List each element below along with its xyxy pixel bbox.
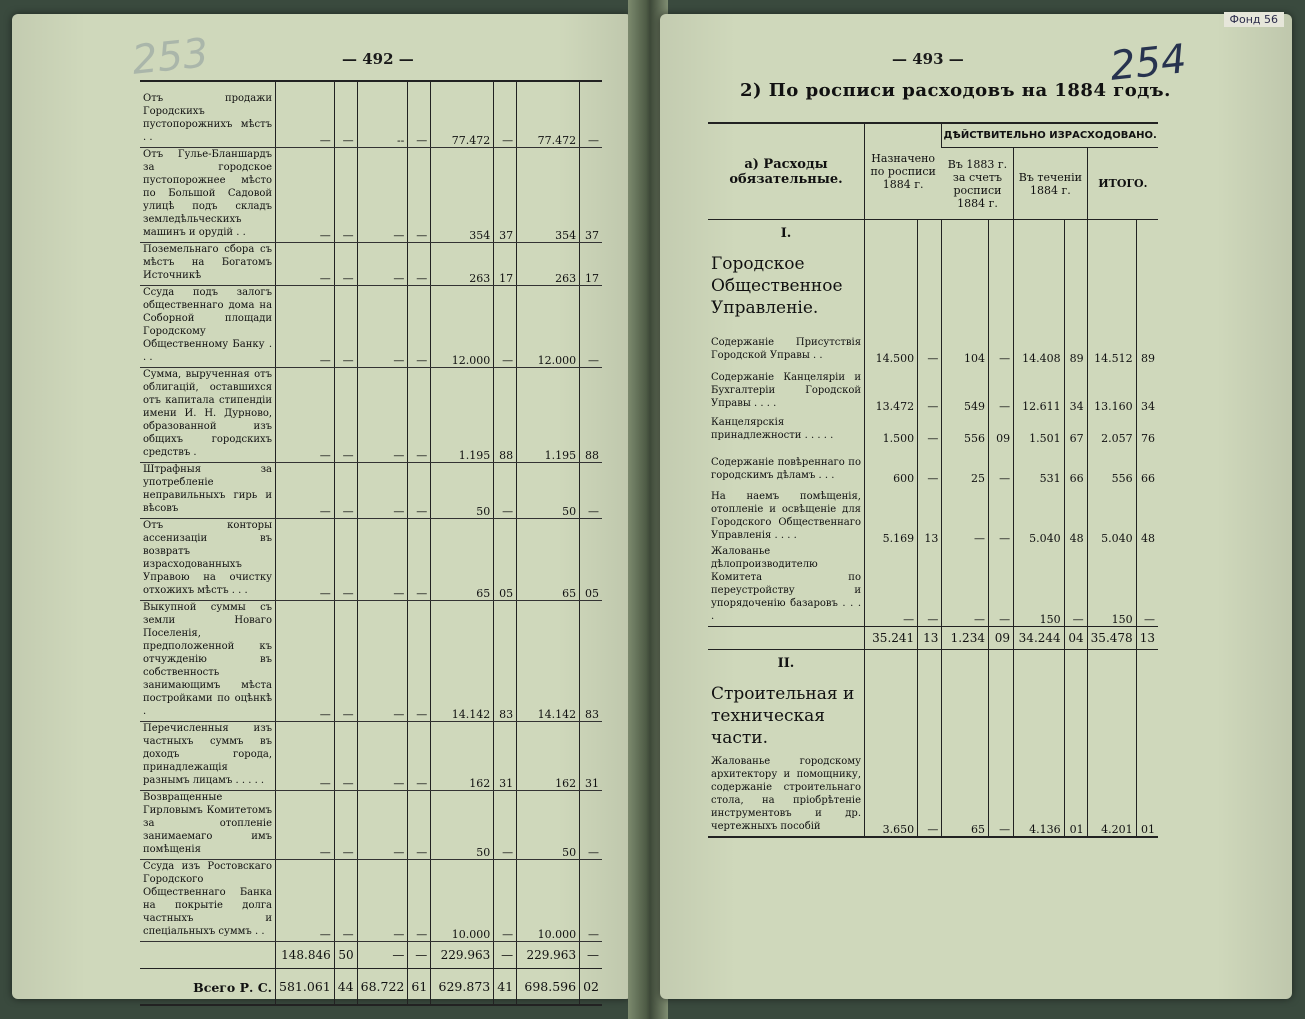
empty-cell bbox=[1136, 677, 1158, 755]
cell-kopecks: — bbox=[988, 325, 1013, 365]
section-title: Строительная и техническая части. bbox=[711, 684, 855, 748]
cell-value: 50 bbox=[517, 790, 580, 859]
cell-kopecks: 89 bbox=[1136, 325, 1158, 365]
cell-value: — bbox=[276, 81, 335, 147]
empty-cell bbox=[1136, 247, 1158, 325]
cell-value: — bbox=[276, 462, 335, 518]
header-assigned: Назначено по росписи 1884 г. bbox=[865, 123, 942, 220]
cell-value: 581.061 bbox=[276, 968, 335, 1005]
table-row bbox=[708, 445, 1158, 485]
left-handwritten-number: 253 bbox=[129, 30, 211, 84]
cell-value: — bbox=[357, 285, 408, 367]
cell-value: 263 bbox=[431, 242, 494, 285]
cell-kopecks: 61 bbox=[408, 968, 431, 1005]
cell-value: 162 bbox=[517, 721, 580, 790]
subtotal-cell: 35.241 bbox=[865, 627, 918, 650]
cell-kopecks: 83 bbox=[494, 600, 517, 721]
subtotal-row bbox=[708, 627, 1158, 650]
cell-kopecks: 01 bbox=[1064, 755, 1087, 837]
row-description: Жалованье дѣлопроизводителю Комитета по переустройству и упорядоченію базаровъ . . . . bbox=[711, 546, 861, 622]
cell-total: 13.160 bbox=[1087, 365, 1136, 413]
table-row bbox=[140, 600, 602, 721]
empty-cell bbox=[1064, 247, 1087, 325]
cell-value: 14.142 bbox=[431, 600, 494, 721]
cell-during: 4.136 bbox=[1014, 755, 1065, 837]
cell-kopecks: 34 bbox=[1064, 365, 1087, 413]
cell-kopecks: 17 bbox=[494, 242, 517, 285]
cell-kopecks: 09 bbox=[988, 413, 1013, 445]
cell-during: 12.611 bbox=[1014, 365, 1065, 413]
cell-value: 1.195 bbox=[517, 367, 580, 462]
cell-kopecks: — bbox=[988, 545, 1013, 627]
empty-cell bbox=[918, 650, 942, 678]
expenses-title: 2) По росписи расходовъ на 1884 годъ. bbox=[740, 80, 1171, 101]
cell-value: 77.472 bbox=[517, 81, 580, 147]
cell-value: — bbox=[276, 518, 335, 600]
header-during-1884: Въ теченіи 1884 г. bbox=[1014, 148, 1088, 220]
cell-kopecks: — bbox=[494, 941, 517, 968]
cell-value: 68.722 bbox=[357, 968, 408, 1005]
empty-cell bbox=[1136, 220, 1158, 248]
row-description: Жалованье городскому архитектору и помощнику, содержаніе строительнаго стола, на пріобрѣтеніе инструментовъ и др. чертежныхъ пособій bbox=[711, 756, 861, 832]
cell-kopecks: — bbox=[334, 285, 357, 367]
table-row bbox=[708, 413, 1158, 445]
cell-value: — bbox=[276, 600, 335, 721]
empty-cell bbox=[865, 220, 918, 248]
cell-1883: 65 bbox=[942, 755, 989, 837]
empty-cell bbox=[988, 247, 1013, 325]
cell-value: 50 bbox=[431, 462, 494, 518]
cell-kopecks: 66 bbox=[1064, 445, 1087, 485]
subtotal-cell: 35.478 bbox=[1087, 627, 1136, 650]
total-label: Всего Р. С. bbox=[193, 979, 273, 995]
section-numeral-row bbox=[708, 650, 1158, 678]
cell-value: — bbox=[357, 859, 408, 941]
subtotal-cell: 13 bbox=[918, 627, 942, 650]
cell-value: 14.142 bbox=[517, 600, 580, 721]
cell-kopecks: — bbox=[408, 367, 431, 462]
empty-cell bbox=[988, 677, 1013, 755]
header-row bbox=[708, 123, 1158, 148]
cell-kopecks: — bbox=[580, 941, 602, 968]
row-description: Отъ Гулье-Бланшардъ за городское пустопорожнее мѣсто по Большой Садовой улицѣ подъ складъ земледѣльческихъ машинъ и орудій . . bbox=[140, 147, 276, 242]
cell-kopecks: — bbox=[494, 859, 517, 941]
cell-kopecks: 37 bbox=[580, 147, 602, 242]
cell-kopecks: 17 bbox=[580, 242, 602, 285]
cell-value: 50 bbox=[431, 790, 494, 859]
cell-kopecks: — bbox=[988, 445, 1013, 485]
empty-cell bbox=[1087, 650, 1136, 678]
row-description: Ссуда подъ залогъ общественнаго дома на Соборной площади Городскому Общественному Банку . . . bbox=[140, 285, 276, 367]
cell-kopecks: 67 bbox=[1064, 413, 1087, 445]
cell-kopecks: — bbox=[334, 367, 357, 462]
cell-kopecks: 31 bbox=[494, 721, 517, 790]
empty-cell bbox=[1087, 247, 1136, 325]
subtotal-row bbox=[140, 941, 602, 968]
cell-value: 162 bbox=[431, 721, 494, 790]
cell-kopecks: — bbox=[580, 285, 602, 367]
empty-cell bbox=[1014, 650, 1065, 678]
row-description: Канцелярскія принадлежности . . . . . bbox=[711, 417, 834, 441]
cell-kopecks: 48 bbox=[1064, 485, 1087, 545]
cell-kopecks: — bbox=[408, 790, 431, 859]
cell-value: 354 bbox=[517, 147, 580, 242]
empty-cell bbox=[1064, 677, 1087, 755]
cell-during: 5.040 bbox=[1014, 485, 1065, 545]
cell-kopecks: — bbox=[408, 941, 431, 968]
cell-value: 65 bbox=[431, 518, 494, 600]
empty-cell bbox=[865, 677, 918, 755]
table-row bbox=[140, 859, 602, 941]
subtotal-cell: 34.244 bbox=[1014, 627, 1065, 650]
section-title-row bbox=[708, 677, 1158, 755]
cell-total: 5.040 bbox=[1087, 485, 1136, 545]
cell-1883: — bbox=[942, 485, 989, 545]
row-description: Возвращенные Гирловымъ Комитетомъ за отопленіе занимаемаго имъ помѣщенія bbox=[140, 790, 276, 859]
subtotal-cell: 04 bbox=[1064, 627, 1087, 650]
cell-kopecks: — bbox=[918, 365, 942, 413]
table-row bbox=[140, 81, 602, 147]
cell-kopecks: — bbox=[334, 518, 357, 600]
cell-value: 698.596 bbox=[517, 968, 580, 1005]
cell-value: 148.846 bbox=[276, 941, 335, 968]
cell-1883: 556 bbox=[942, 413, 989, 445]
cell-kopecks: — bbox=[334, 721, 357, 790]
empty-cell bbox=[942, 650, 989, 678]
row-description: Штрафныя за употребленіе неправильныхъ гирь и вѣсовъ bbox=[140, 462, 276, 518]
table-row bbox=[140, 367, 602, 462]
cell-value: — bbox=[357, 790, 408, 859]
cell-kopecks: — bbox=[988, 485, 1013, 545]
cell-value: — bbox=[357, 242, 408, 285]
cell-kopecks: — bbox=[408, 81, 431, 147]
cell-kopecks: — bbox=[334, 81, 357, 147]
row-description: Перечисленныя изъ частныхъ суммъ въ доходъ города, принадлежащія разнымъ лицамъ . . . . . bbox=[140, 721, 276, 790]
cell-value: — bbox=[357, 518, 408, 600]
empty-cell bbox=[942, 220, 989, 248]
cell-value: — bbox=[276, 790, 335, 859]
cell-kopecks: — bbox=[580, 790, 602, 859]
subtotal-cell: 1.234 bbox=[942, 627, 989, 650]
total-label bbox=[140, 941, 276, 968]
empty-cell bbox=[918, 677, 942, 755]
expenses-table bbox=[708, 122, 1158, 838]
cell-value: — bbox=[357, 600, 408, 721]
cell-value: — bbox=[357, 147, 408, 242]
cell-value: 629.873 bbox=[431, 968, 494, 1005]
empty-cell bbox=[1087, 677, 1136, 755]
left-page-number: — 492 — bbox=[342, 50, 414, 68]
cell-value: — bbox=[357, 941, 408, 968]
cell-kopecks: — bbox=[580, 462, 602, 518]
cell-kopecks: — bbox=[408, 462, 431, 518]
section-numeral: II. bbox=[777, 656, 795, 671]
row-description: На наемъ помѣщенія, отопленіе и освѣщеніе для Городского Общественнаго Управленія . . . . bbox=[711, 491, 861, 541]
empty-cell bbox=[988, 220, 1013, 248]
empty-cell bbox=[1014, 247, 1065, 325]
right-page-number: — 493 — bbox=[892, 50, 964, 68]
cell-1883: 549 bbox=[942, 365, 989, 413]
cell-kopecks: — bbox=[1136, 545, 1158, 627]
section-title-row bbox=[708, 247, 1158, 325]
archive-stamp: Фонд 56 bbox=[1224, 12, 1285, 27]
cell-kopecks: 83 bbox=[580, 600, 602, 721]
section-numeral-row bbox=[708, 220, 1158, 248]
income-table bbox=[140, 80, 602, 1006]
cell-value: 229.963 bbox=[431, 941, 494, 968]
cell-kopecks: — bbox=[580, 81, 602, 147]
section-numeral: I. bbox=[780, 226, 792, 241]
cell-kopecks: — bbox=[334, 600, 357, 721]
empty-cell bbox=[918, 247, 942, 325]
cell-value: 12.000 bbox=[517, 285, 580, 367]
cell-kopecks: 41 bbox=[494, 968, 517, 1005]
cell-1883: 25 bbox=[942, 445, 989, 485]
cell-value: — bbox=[276, 367, 335, 462]
cell-during: 531 bbox=[1014, 445, 1065, 485]
cell-kopecks: — bbox=[494, 285, 517, 367]
cell-kopecks: — bbox=[408, 859, 431, 941]
cell-kopecks: — bbox=[494, 790, 517, 859]
cell-kopecks: 50 bbox=[334, 941, 357, 968]
table-row bbox=[708, 365, 1158, 413]
empty-cell bbox=[918, 220, 942, 248]
cell-kopecks: — bbox=[918, 325, 942, 365]
cell-value: — bbox=[276, 242, 335, 285]
cell-kopecks: — bbox=[334, 859, 357, 941]
cell-value: -- bbox=[357, 81, 408, 147]
cell-assigned: 14.500 bbox=[865, 325, 918, 365]
cell-total: 556 bbox=[1087, 445, 1136, 485]
cell-value: — bbox=[276, 147, 335, 242]
cell-total: 4.201 bbox=[1087, 755, 1136, 837]
cell-assigned: 5.169 bbox=[865, 485, 918, 545]
row-description: Сумма, вырученная отъ облигацій, оставшихся отъ капитала стипендіи имени И. Н. Дурново, образованной изъ общихъ городскихъ средствъ . bbox=[140, 367, 276, 462]
cell-value: — bbox=[276, 721, 335, 790]
cell-kopecks: 31 bbox=[580, 721, 602, 790]
cell-assigned: 13.472 bbox=[865, 365, 918, 413]
empty-cell bbox=[1064, 650, 1087, 678]
cell-kopecks: 34 bbox=[1136, 365, 1158, 413]
cell-value: — bbox=[357, 367, 408, 462]
section-title: Городское Общественное Управленіе. bbox=[711, 254, 843, 318]
table-row bbox=[140, 518, 602, 600]
cell-1883: 104 bbox=[942, 325, 989, 365]
row-description: Содержаніе Присутствія Городской Управы . . bbox=[711, 337, 861, 361]
cell-value: 1.195 bbox=[431, 367, 494, 462]
table-row bbox=[140, 790, 602, 859]
empty-cell bbox=[942, 677, 989, 755]
cell-assigned: 3.650 bbox=[865, 755, 918, 837]
cell-kopecks: 88 bbox=[580, 367, 602, 462]
cell-kopecks: 05 bbox=[494, 518, 517, 600]
table-row bbox=[140, 147, 602, 242]
cell-kopecks: 37 bbox=[494, 147, 517, 242]
row-description: Ссуда изъ Ростовскаго Городского Общественнаго Банка на покрытіе долга частныхъ и спеціальныхъ суммъ . . bbox=[140, 859, 276, 941]
cell-kopecks: — bbox=[1064, 545, 1087, 627]
cell-assigned: 1.500 bbox=[865, 413, 918, 445]
row-description: Содержаніе Канцеляріи и Бухгалтеріи Городской Управы . . . . bbox=[711, 372, 861, 409]
cell-kopecks: — bbox=[408, 285, 431, 367]
right-handwritten-number: 254 bbox=[1107, 36, 1189, 90]
empty-cell bbox=[1064, 220, 1087, 248]
cell-value: — bbox=[276, 285, 335, 367]
cell-kopecks: 89 bbox=[1064, 325, 1087, 365]
subtotal-cell: 13 bbox=[1136, 627, 1158, 650]
cell-kopecks: — bbox=[408, 518, 431, 600]
empty-cell bbox=[988, 650, 1013, 678]
cell-kopecks: 66 bbox=[1136, 445, 1158, 485]
cell-value: 12.000 bbox=[431, 285, 494, 367]
cell-kopecks: — bbox=[408, 147, 431, 242]
cell-value: 354 bbox=[431, 147, 494, 242]
cell-kopecks: — bbox=[408, 600, 431, 721]
row-description: Отъ продажи Городскихъ пустопорожнихъ мѣстъ . . bbox=[140, 81, 276, 147]
cell-kopecks: — bbox=[334, 147, 357, 242]
cell-value: 263 bbox=[517, 242, 580, 285]
cell-total: 2.057 bbox=[1087, 413, 1136, 445]
cell-value: 10.000 bbox=[517, 859, 580, 941]
table-row bbox=[140, 721, 602, 790]
cell-value: 65 bbox=[517, 518, 580, 600]
table-row bbox=[708, 325, 1158, 365]
row-description: Поземельнаго сбора съ мѣстъ на Богатомъ Источникѣ bbox=[140, 242, 276, 285]
empty-cell bbox=[1014, 220, 1065, 248]
cell-during: 150 bbox=[1014, 545, 1065, 627]
cell-kopecks: — bbox=[334, 790, 357, 859]
cell-value: — bbox=[276, 859, 335, 941]
table-row bbox=[140, 462, 602, 518]
header-description: а) Расходы обязательные. bbox=[708, 123, 865, 220]
grand-total-row bbox=[140, 968, 602, 1005]
cell-kopecks: — bbox=[918, 755, 942, 837]
row-description: Выкупной суммы съ земли Новаго Поселенія, предположенной къ отчужденію въ собственность занимающимъ мѣста постройками по оцѣнкѣ . bbox=[140, 600, 276, 721]
cell-total: 14.512 bbox=[1087, 325, 1136, 365]
cell-kopecks: — bbox=[494, 81, 517, 147]
empty-cell bbox=[1014, 677, 1065, 755]
empty-cell bbox=[708, 627, 865, 650]
cell-kopecks: — bbox=[334, 242, 357, 285]
cell-kopecks: — bbox=[408, 721, 431, 790]
cell-value: 77.472 bbox=[431, 81, 494, 147]
cell-kopecks: — bbox=[918, 445, 942, 485]
cell-kopecks: — bbox=[334, 462, 357, 518]
cell-kopecks: — bbox=[918, 413, 942, 445]
cell-value: 10.000 bbox=[431, 859, 494, 941]
cell-value: 229.963 bbox=[517, 941, 580, 968]
empty-cell bbox=[1136, 650, 1158, 678]
cell-during: 1.501 bbox=[1014, 413, 1065, 445]
cell-kopecks: — bbox=[988, 755, 1013, 837]
header-total: ИТОГО. bbox=[1087, 148, 1158, 220]
row-description: Содержаніе повѣреннаго по городскимъ дѣламъ . . . bbox=[711, 457, 861, 481]
header-spent-group: ДѢЙСТВИТЕЛЬНО ИЗРАСХОДОВАНО. bbox=[942, 123, 1158, 148]
empty-cell bbox=[865, 650, 918, 678]
table-row bbox=[140, 285, 602, 367]
header-1883: Въ 1883 г. за счетъ росписи 1884 г. bbox=[942, 148, 1014, 220]
table-row bbox=[708, 755, 1158, 837]
row-description: Отъ конторы ассенизаціи въ возвратъ израсходованныхъ Управою на очистку отхожихъ мѣстъ . . . bbox=[140, 518, 276, 600]
cell-value: — bbox=[357, 721, 408, 790]
cell-kopecks: 48 bbox=[1136, 485, 1158, 545]
empty-cell bbox=[1087, 220, 1136, 248]
cell-value: — bbox=[357, 462, 408, 518]
cell-kopecks: 44 bbox=[334, 968, 357, 1005]
cell-kopecks: 05 bbox=[580, 518, 602, 600]
cell-assigned: — bbox=[865, 545, 918, 627]
table-row bbox=[140, 242, 602, 285]
cell-kopecks: — bbox=[408, 242, 431, 285]
cell-kopecks: — bbox=[580, 859, 602, 941]
cell-kopecks: 76 bbox=[1136, 413, 1158, 445]
cell-kopecks: 02 bbox=[580, 968, 602, 1005]
cell-kopecks: — bbox=[494, 462, 517, 518]
cell-total: 150 bbox=[1087, 545, 1136, 627]
cell-assigned: 600 bbox=[865, 445, 918, 485]
table-row bbox=[708, 545, 1158, 627]
cell-during: 14.408 bbox=[1014, 325, 1065, 365]
cell-kopecks: 01 bbox=[1136, 755, 1158, 837]
cell-kopecks: — bbox=[918, 545, 942, 627]
cell-kopecks: 88 bbox=[494, 367, 517, 462]
cell-1883: — bbox=[942, 545, 989, 627]
cell-kopecks: — bbox=[988, 365, 1013, 413]
cell-value: 50 bbox=[517, 462, 580, 518]
subtotal-cell: 09 bbox=[988, 627, 1013, 650]
table-row bbox=[708, 485, 1158, 545]
cell-kopecks: 13 bbox=[918, 485, 942, 545]
empty-cell bbox=[942, 247, 989, 325]
empty-cell bbox=[865, 247, 918, 325]
